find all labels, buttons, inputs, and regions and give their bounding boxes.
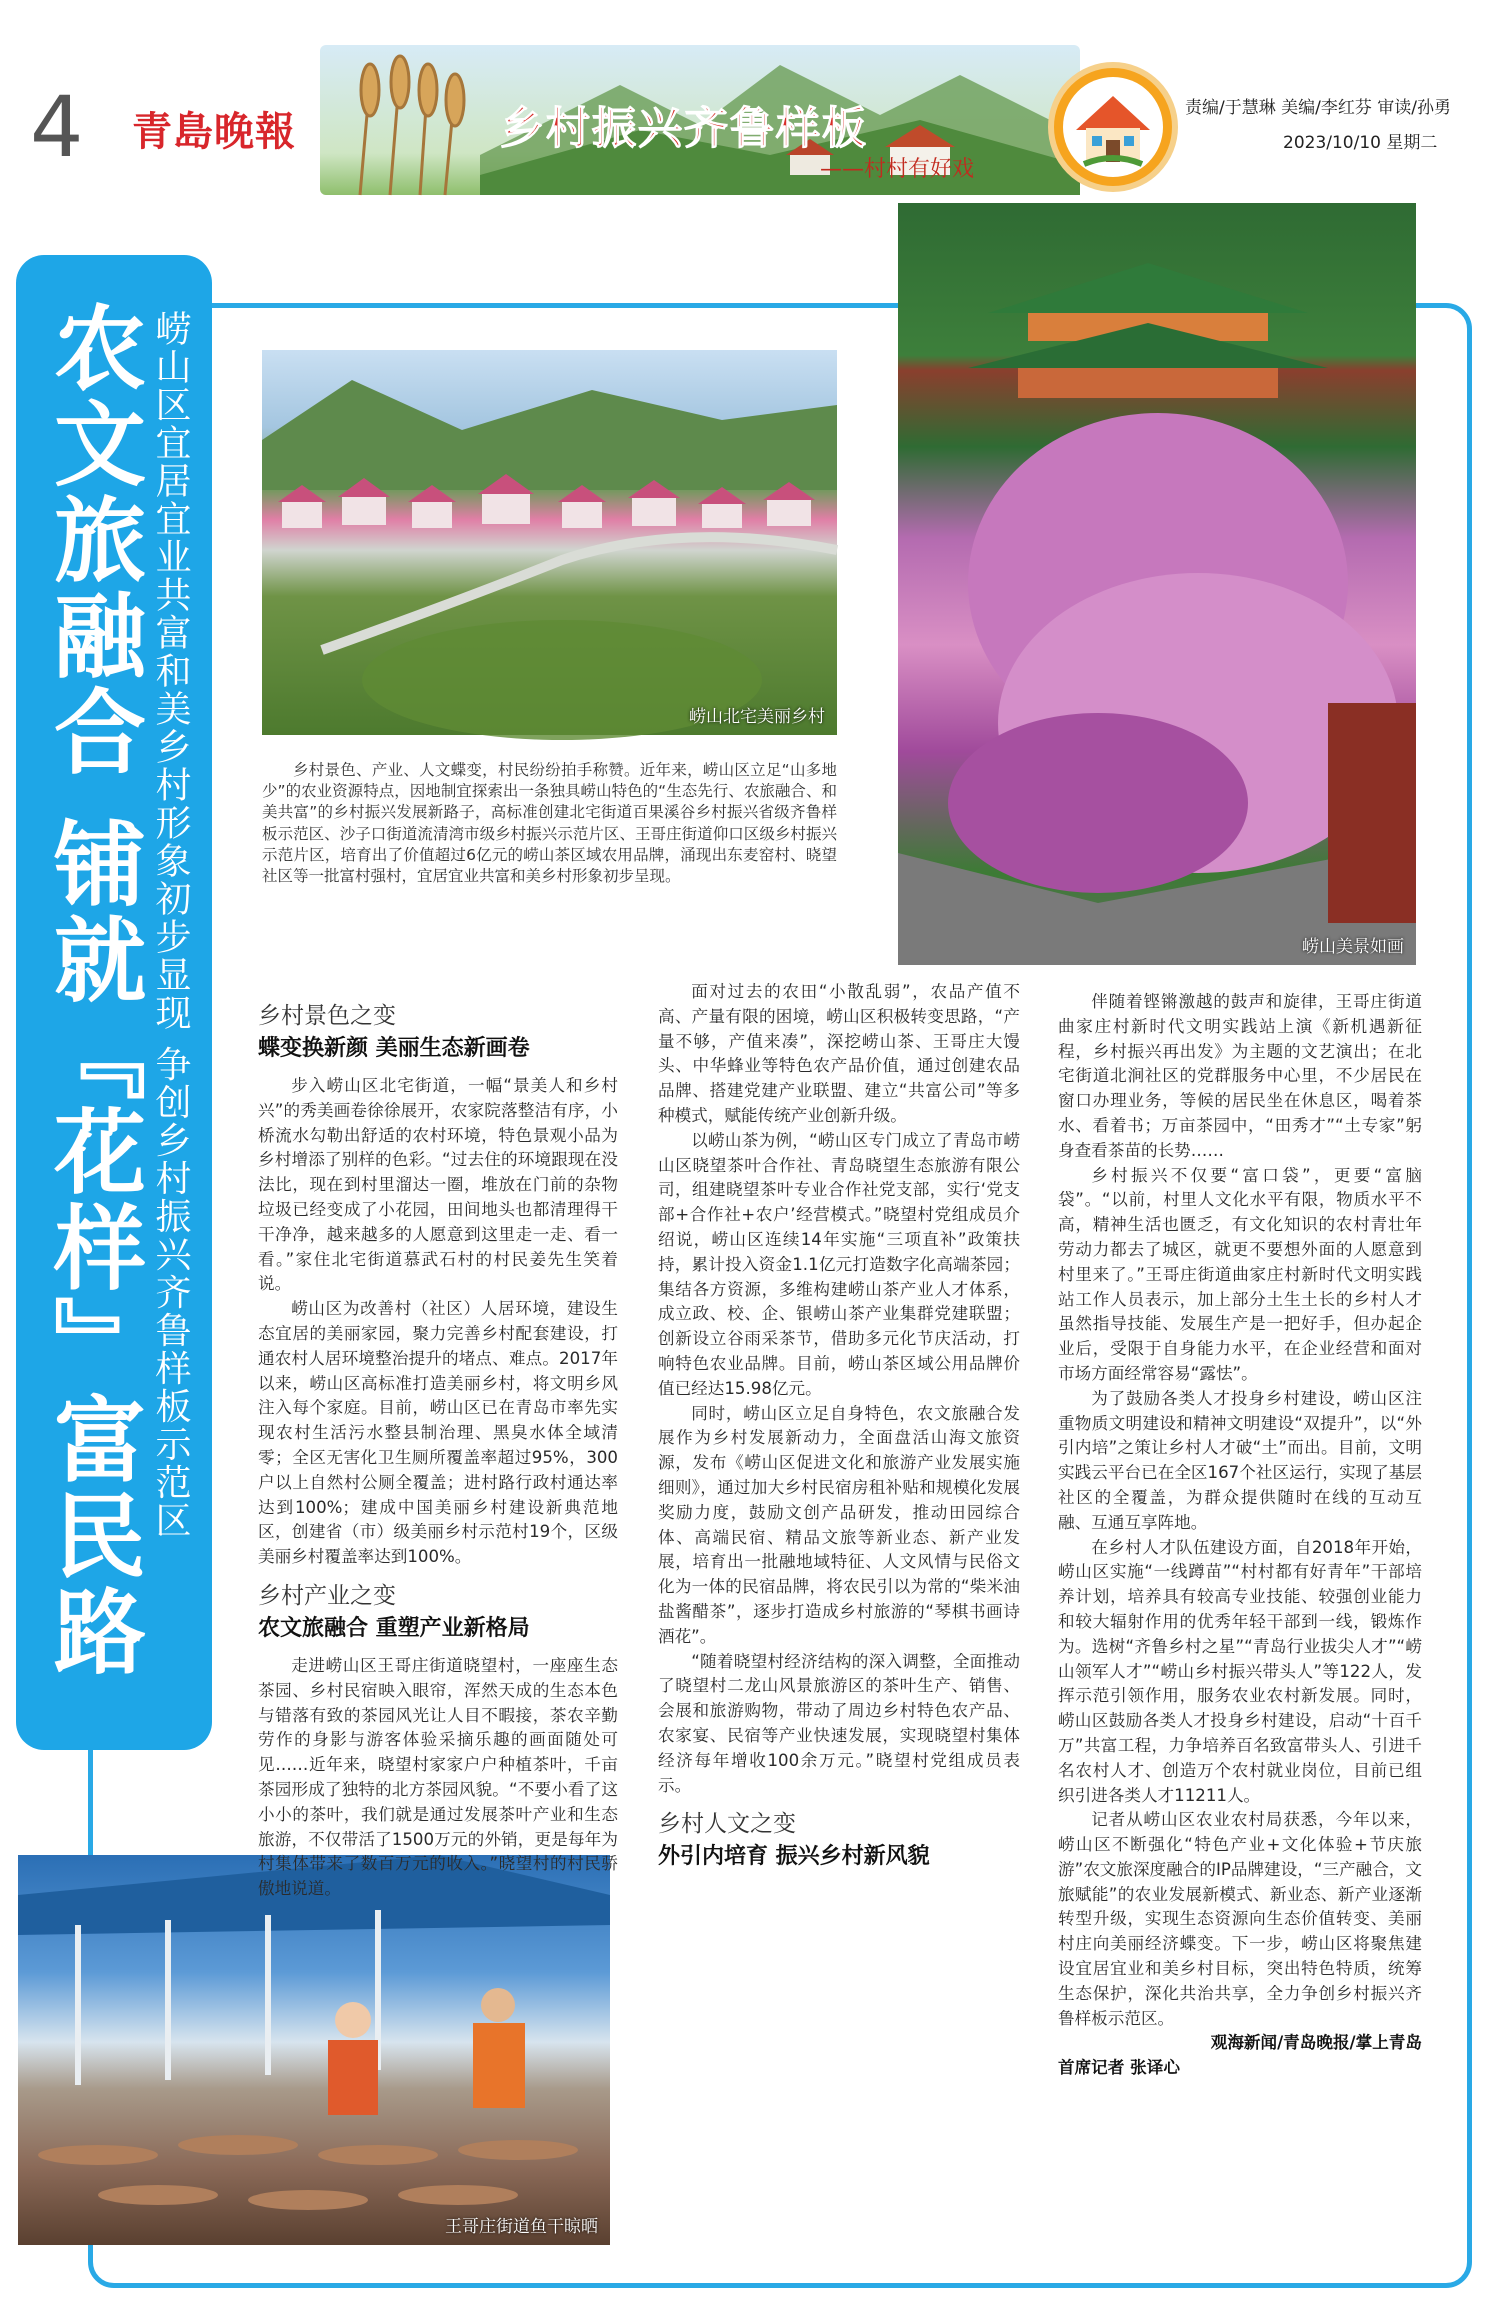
body-paragraph: 记者从崂山区农业农村局获悉，今年以来，崂山区不断强化“特色产业+文化体验+节庆旅游”农文旅深度融合的IP品牌建设，“三产融合，文旅赋能”的农业发展新模式、新业态、新产业逐渐转型升级，实现生态资源向生态价值转变、美丽村庄向美丽经济蝶变。下一步，崂山区将聚焦建设宜居宜业和美乡村目标，突出特色特质，统筹生态保护，深化共治共享，全力争创乡村振兴齐鲁样板示范区。: [1058, 1810, 1422, 2028]
section-label: 乡村人文之变: [658, 1811, 796, 1838]
article-main-title: 农文旅融合 铺就『花样』富民路: [39, 300, 146, 1681]
body-paragraph: 在乡村人才队伍建设方面，自2018年开始，崂山区实施“一线蹲苗”“村村都有好青年”干部培养计划，培养具有较高专业技能、较强创业能力和较大辐射作用的优秀年轻干部到一线，锻炼作为。选树“齐鲁乡村之星”“青岛行业拔尖人才”“崂山领军人才”“崂山乡村振兴带头人”等122人，发挥示范引领作用，服务农业农村新发展。同时，崂山区鼓励各类人才投身乡村建设，启动“十百千万”共富工程，力争培养百名致富带头人、引进千名农村人才、创造万个农村就业岗位，目前已组织引进各类人才11211人。: [1058, 1537, 1422, 1805]
column-3: [1058, 990, 1422, 2081]
banner-subtitle: ——村村有好戏: [820, 157, 975, 182]
banner-title: 乡村振兴齐鲁样板: [500, 103, 868, 154]
wheat-icon: [330, 60, 480, 195]
body-paragraph: 面对过去的农田“小散乱弱”，农品产值不高、产量有限的困境，崂山区积极转变思路，“产量不够，产值来凑”，深挖崂山茶、王哥庄大馒头、中华蜂业等特色农产品价值，通过创建农品品牌、搭建党建产业联盟、建立“共富公司”等多种模式，赋能传统产业创新升级。: [658, 982, 1020, 1125]
photo-caption: 崂山北宅美丽乡村: [689, 707, 825, 727]
newspaper-logo: 青島晚報: [132, 108, 296, 155]
body-paragraph: 为了鼓励各类人才投身乡村建设，崂山区注重物质文明建设和精神文明建设“双提升”，以“外引内培”之策让乡村人才破“土”而出。目前，文明实践云平台已在全区167个社区运行，实现了基层社区的全覆盖，为群众提供随时在线的互动互融、互通互享阵地。: [1058, 1388, 1422, 1532]
article-subtitle: 崂山区宜居宜业共富和美乡村形象初步显现 争创乡村振兴齐鲁样板示范区: [150, 310, 191, 1540]
section-heading: 蝶变换新颜 美丽生态新画卷: [258, 1036, 530, 1061]
section-heading: 外引内培育 振兴乡村新风貌: [658, 1844, 930, 1870]
body-paragraph: 步入崂山区北宅街道，一幅“景美人和乡村兴”的秀美画卷徐徐展开，农家院落整洁有序，小桥流水勾勒出舒适的农村环境，特色景观小品为乡村增添了别样的色彩。“过去住的环境跟现在没法比，现在到村里溜达一圈，堆放在门前的杂物垃圾已经变成了小花园，田间地头也都清理得干干净净，越来越多的人愿意到这里走一走、看一看。”家住北宅街道慕武石村的村民姜先生笑着说。: [258, 1076, 618, 1294]
editor-credits: 责编/于慧琳 美编/李红芬 审读/孙勇: [1185, 98, 1451, 118]
column-1: [258, 1000, 618, 1899]
body-paragraph: 崂山区为改善村（社区）人居环境，建设生态宜居的美丽家园，聚力完善乡村配套建设，打通农村人居环境整治提升的堵点、难点。2017年以来，崂山区高标准打造美丽乡村，将文明乡风注入每个家庭。目前，崂山区已在青岛市率先实现农村生活污水整县制治理、黑臭水体全域清零；全区无害化卫生厕所覆盖率超过95%，300户以上自然村公厕全覆盖；进村路行政村通达率达到100%；建成中国美丽乡村建设新典范地区，创建省（市）级美丽乡村示范村19个，区级美丽乡村覆盖率达到100%。: [258, 1299, 618, 1567]
section-label: 乡村产业之变: [258, 1582, 396, 1609]
body-paragraph: “随着晓望村经济结构的深入调整，全面推动了晓望村二龙山风景旅游区的茶叶生产、销售、会展和旅游购物，带动了周边乡村特色农产品、农家宴、民宿等产业快速发展，实现晓望村集体经济每年增收100余万元。”晓望村党组成员表示。: [658, 1651, 1020, 1795]
reporter-name: 首席记者 张译心: [1058, 2058, 1180, 2078]
house-icon: [1048, 62, 1178, 192]
page-number: 4: [30, 78, 84, 176]
body-paragraph: 同时，崂山区立足自身特色，农文旅融合发展作为乡村发展新动力，全面盘活山海文旅资源，发布《崂山区促进文化和旅游产业发展实施细则》，通过加大乡村民宿房租补贴和规模化发展奖励力度，鼓励文创产品研发，推动田园综合体、高端民宿、精品文旅等新业态、新产业发展，培育出一批融地域特征、人文风情与民俗文化为一体的民宿品牌，将农民引以为常的“柴米油盐酱醋茶”，逐步打造成乡村旅游的“琴棋书画诗酒花”。: [658, 1403, 1020, 1646]
photo-caption: 王哥庄街道鱼干晾晒: [445, 2217, 598, 2237]
section-heading: 农文旅融合 重塑产业新格局: [258, 1615, 530, 1641]
issue-date: 2023/10/10 星期二: [1283, 133, 1438, 153]
body-paragraph: 伴随着铿锵激越的鼓声和旋律，王哥庄街道曲家庄村新时代文明实践站上演《新机遇新征程，乡村振兴再出发》为主题的文艺演出；在北宅街道北涧社区的党群服务中心里，不少居民在窗口办理业务，等候的居民坐在休息区，喝着茶水、看着书；万亩茶园中，“田秀才”“土专家”躬身查看茶苗的长势……: [1058, 992, 1422, 1160]
lead-paragraph: 乡村景色、产业、人文蝶变，村民纷纷拍手称赞。近年来，崂山区立足“山多地少”的农业资源特点，因地制宜探索出一条独具崂山特色的“生态先行、农旅融合、和美共富”的乡村振兴发展新路子，高标准创建北宅街道百果溪谷乡村振兴省级齐鲁样板示范区、沙子口街道流清湾市级乡村振兴示范片区、王哥庄街道仰口区级乡村振兴示范片区，培育出了价值超过6亿元的崂山茶区域农用品牌，涌现出东麦窑村、晓望社区等一批富村强村，宜居宜业共富和美乡村形象初步呈现。: [262, 761, 837, 886]
fish-drying-photo: [18, 1855, 610, 2245]
body-paragraph: 走进崂山区王哥庄街道晓望村，一座座生态茶园、乡村民宿映入眼帘，浑然天成的生态本色与错落有致的茶园风光让人目不暇接，茶农辛勤劳作的身影与游客体验采摘乐趣的画面随处可见……近年来，晓望村家家户户种植茶叶，千亩茶园形成了独特的北方茶园风貌。“不要小看了这小小的茶叶，我们就是通过发展茶叶产业和生态旅游，不仅带活了1500万元的外销，更是每年为村集体带来了数百万元的收入。”晓望村的村民骄傲地说道。: [258, 1655, 618, 1899]
photo-caption: 崂山美景如画: [1302, 937, 1404, 957]
column-2: [658, 980, 1020, 1882]
temple-blossom-photo: [898, 203, 1416, 965]
section-label: 乡村景色之变: [258, 1003, 396, 1029]
body-paragraph: 以崂山茶为例，“崂山区专门成立了青岛市崂山区晓望茶叶合作社、青岛晓望生态旅游有限公司，组建晓望茶叶专业合作社党支部，实行‘党支部+合作社+农户’经营模式。”晓望村党组成员介绍说，崂山区连续14年实施“三项直补”政策扶持，累计投入资金1.1亿元打造数字化高端茶园；集结各方资源，多维构建崂山茶产业人才体系，成立政、校、企、银崂山茶产业集群党建联盟；创新设立谷雨采茶节，借助多元化节庆活动，打响特色农业品牌。目前，崂山茶区域公用品牌价值已经达15.98亿元。: [658, 1130, 1020, 1398]
byline: 观海新闻/青岛晚报/掌上青岛: [1210, 2033, 1422, 2053]
body-paragraph: 乡村振兴不仅要“富口袋”，更要“富脑袋”。“以前，村里人文化水平有限，物质水平不高，精神生活也匮乏，有文化知识的农村青壮年劳动力都去了城区，就更不要想外面的人愿意到村里来了。”王哥庄街道曲家庄村新时代文明实践站工作人员表示，加上部分土生土长的乡村人才虽然指导技能、发展生产是一把好手，但办起企业后，受限于自身能力水平，在企业经营和面对市场方面经常容易“露怯”。: [1058, 1165, 1422, 1383]
village-photo: [262, 350, 837, 735]
